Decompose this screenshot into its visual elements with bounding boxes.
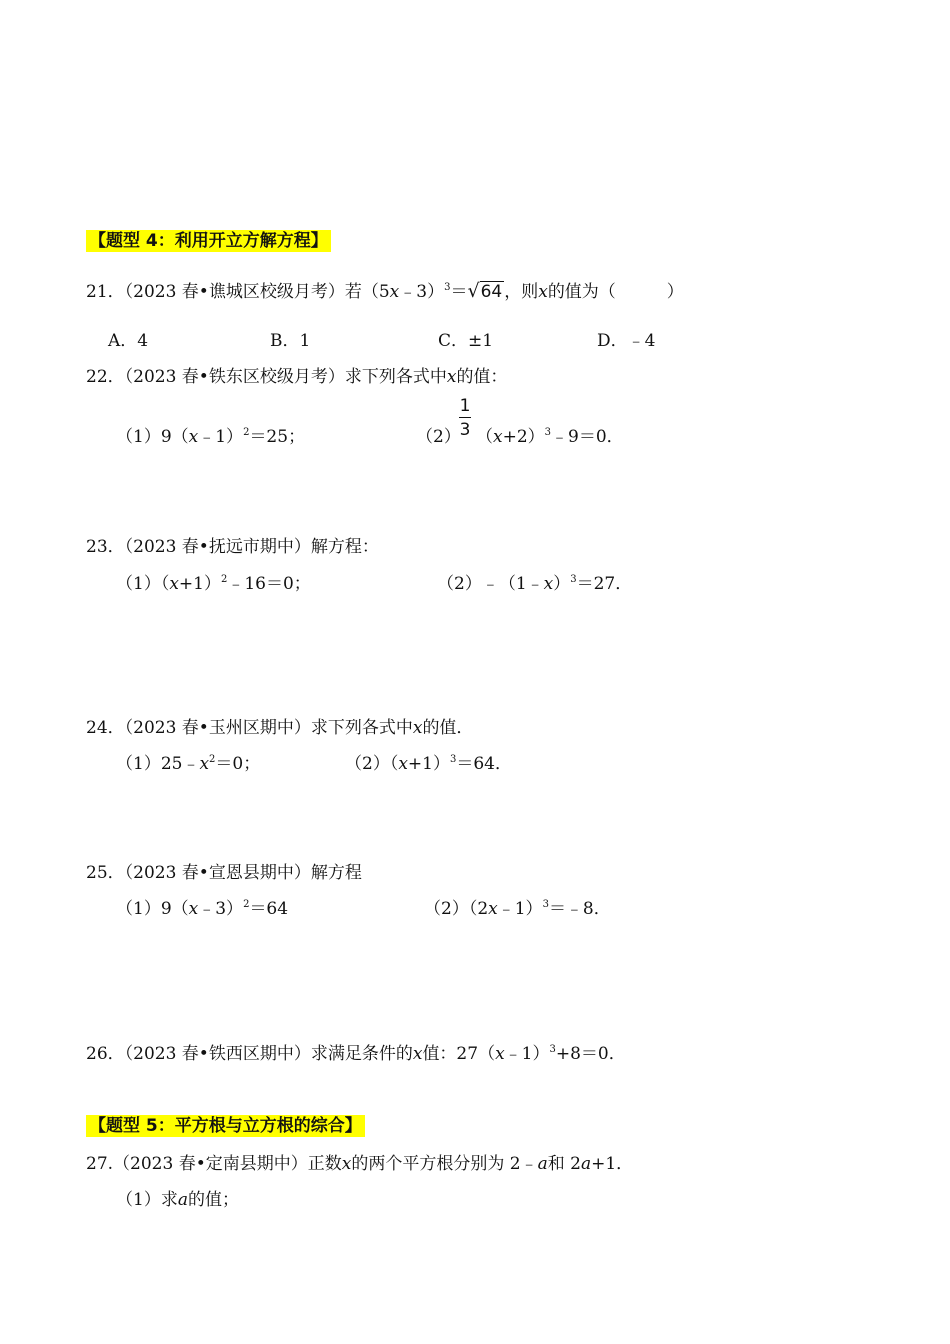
question-23-part-1: $(1)(x+1)^2﹣16=0$；	[116, 574, 311, 594]
option-d[interactable]: D．﹣4	[597, 331, 656, 351]
question-number: 24．	[86, 718, 125, 738]
question-23: 23．（2023 春•抚远市期中）解方程：	[86, 537, 379, 557]
fraction-bar	[459, 417, 471, 418]
question-source: （2023 春•铁西区期中）	[124, 1044, 311, 1064]
question-22: 22．（2023 春•铁东区校级月考）求下列各式中x的值：	[86, 367, 508, 387]
question-27-part-1: （1）求a的值；	[116, 1190, 239, 1210]
fraction-denominator: 3	[459, 420, 471, 440]
question-source: （2023 春•铁东区校级月考）	[124, 367, 345, 387]
fraction-numerator: 1	[459, 396, 471, 416]
question-number: 26．	[86, 1044, 125, 1064]
question-23-part-2: （2）﹣（1﹣x）$^3$＝27．	[437, 574, 633, 594]
question-24-part-1: $(1)25﹣x^2=0$；	[116, 754, 261, 774]
question-number: 21．	[86, 282, 125, 302]
question-number: 25．	[86, 863, 125, 883]
question-22-part-1: （1）9（x﹣1）$^2$＝25；	[116, 427, 306, 447]
question-22-part-2: $(x+2)^3﹣9=0$．	[476, 427, 624, 447]
section-heading-text: 【题型 5：平方根与立方根的综合】	[86, 1115, 365, 1137]
option-b[interactable]: B．1	[270, 331, 311, 351]
option-a[interactable]: A．4	[108, 331, 149, 351]
square-root: √64	[467, 280, 503, 302]
question-24-part-2: $(2)(x+1)^3=64$．	[345, 754, 512, 774]
question-24: 24．（2023 春•玉州区期中）求下列各式中x的值．	[86, 718, 474, 738]
section-heading-5	[86, 1111, 365, 1136]
question-source: （2023 春•宣恩县期中）	[124, 863, 311, 883]
question-25: 25．（2023 春•宣恩县期中）解方程	[86, 863, 362, 883]
question-27: 27.（2023 春•定南县期中）正数x的两个平方根分别为 2﹣a和 2a+1．	[86, 1154, 634, 1174]
question-number: 27.	[86, 1154, 114, 1174]
question-26: 26．（2023 春•铁西区期中）求满足条件的x值：27（x﹣1）$^3$+8＝0．	[86, 1044, 626, 1064]
question-source: （2023 春•谯城区校级月考）	[124, 282, 345, 302]
section-heading-4	[86, 226, 331, 251]
option-c[interactable]: C．±1	[438, 331, 494, 351]
question-source: （2023 春•抚远市期中）	[124, 537, 311, 557]
question-number: 23．	[86, 537, 125, 557]
question-number: 22．	[86, 367, 125, 387]
question-25-part-1: （1）9（x﹣3）$^2$＝64	[116, 899, 289, 919]
section-heading-text: 【题型 4：利用开立方解方程】	[86, 230, 331, 252]
question-21: 21．（2023 春•谯城区校级月考）若（5x﹣3）$^3$＝√64 ，则x的值为（ ）	[86, 280, 684, 302]
question-25-part-2: （2）（2x﹣1）$^3$＝﹣8．	[424, 899, 611, 919]
fraction-one-third	[455, 396, 475, 440]
question-22-part-2-label: （2）	[416, 427, 461, 447]
question-source: （2023 春•定南县期中）	[113, 1154, 308, 1174]
question-source: （2023 春•玉州区期中）	[124, 718, 311, 738]
